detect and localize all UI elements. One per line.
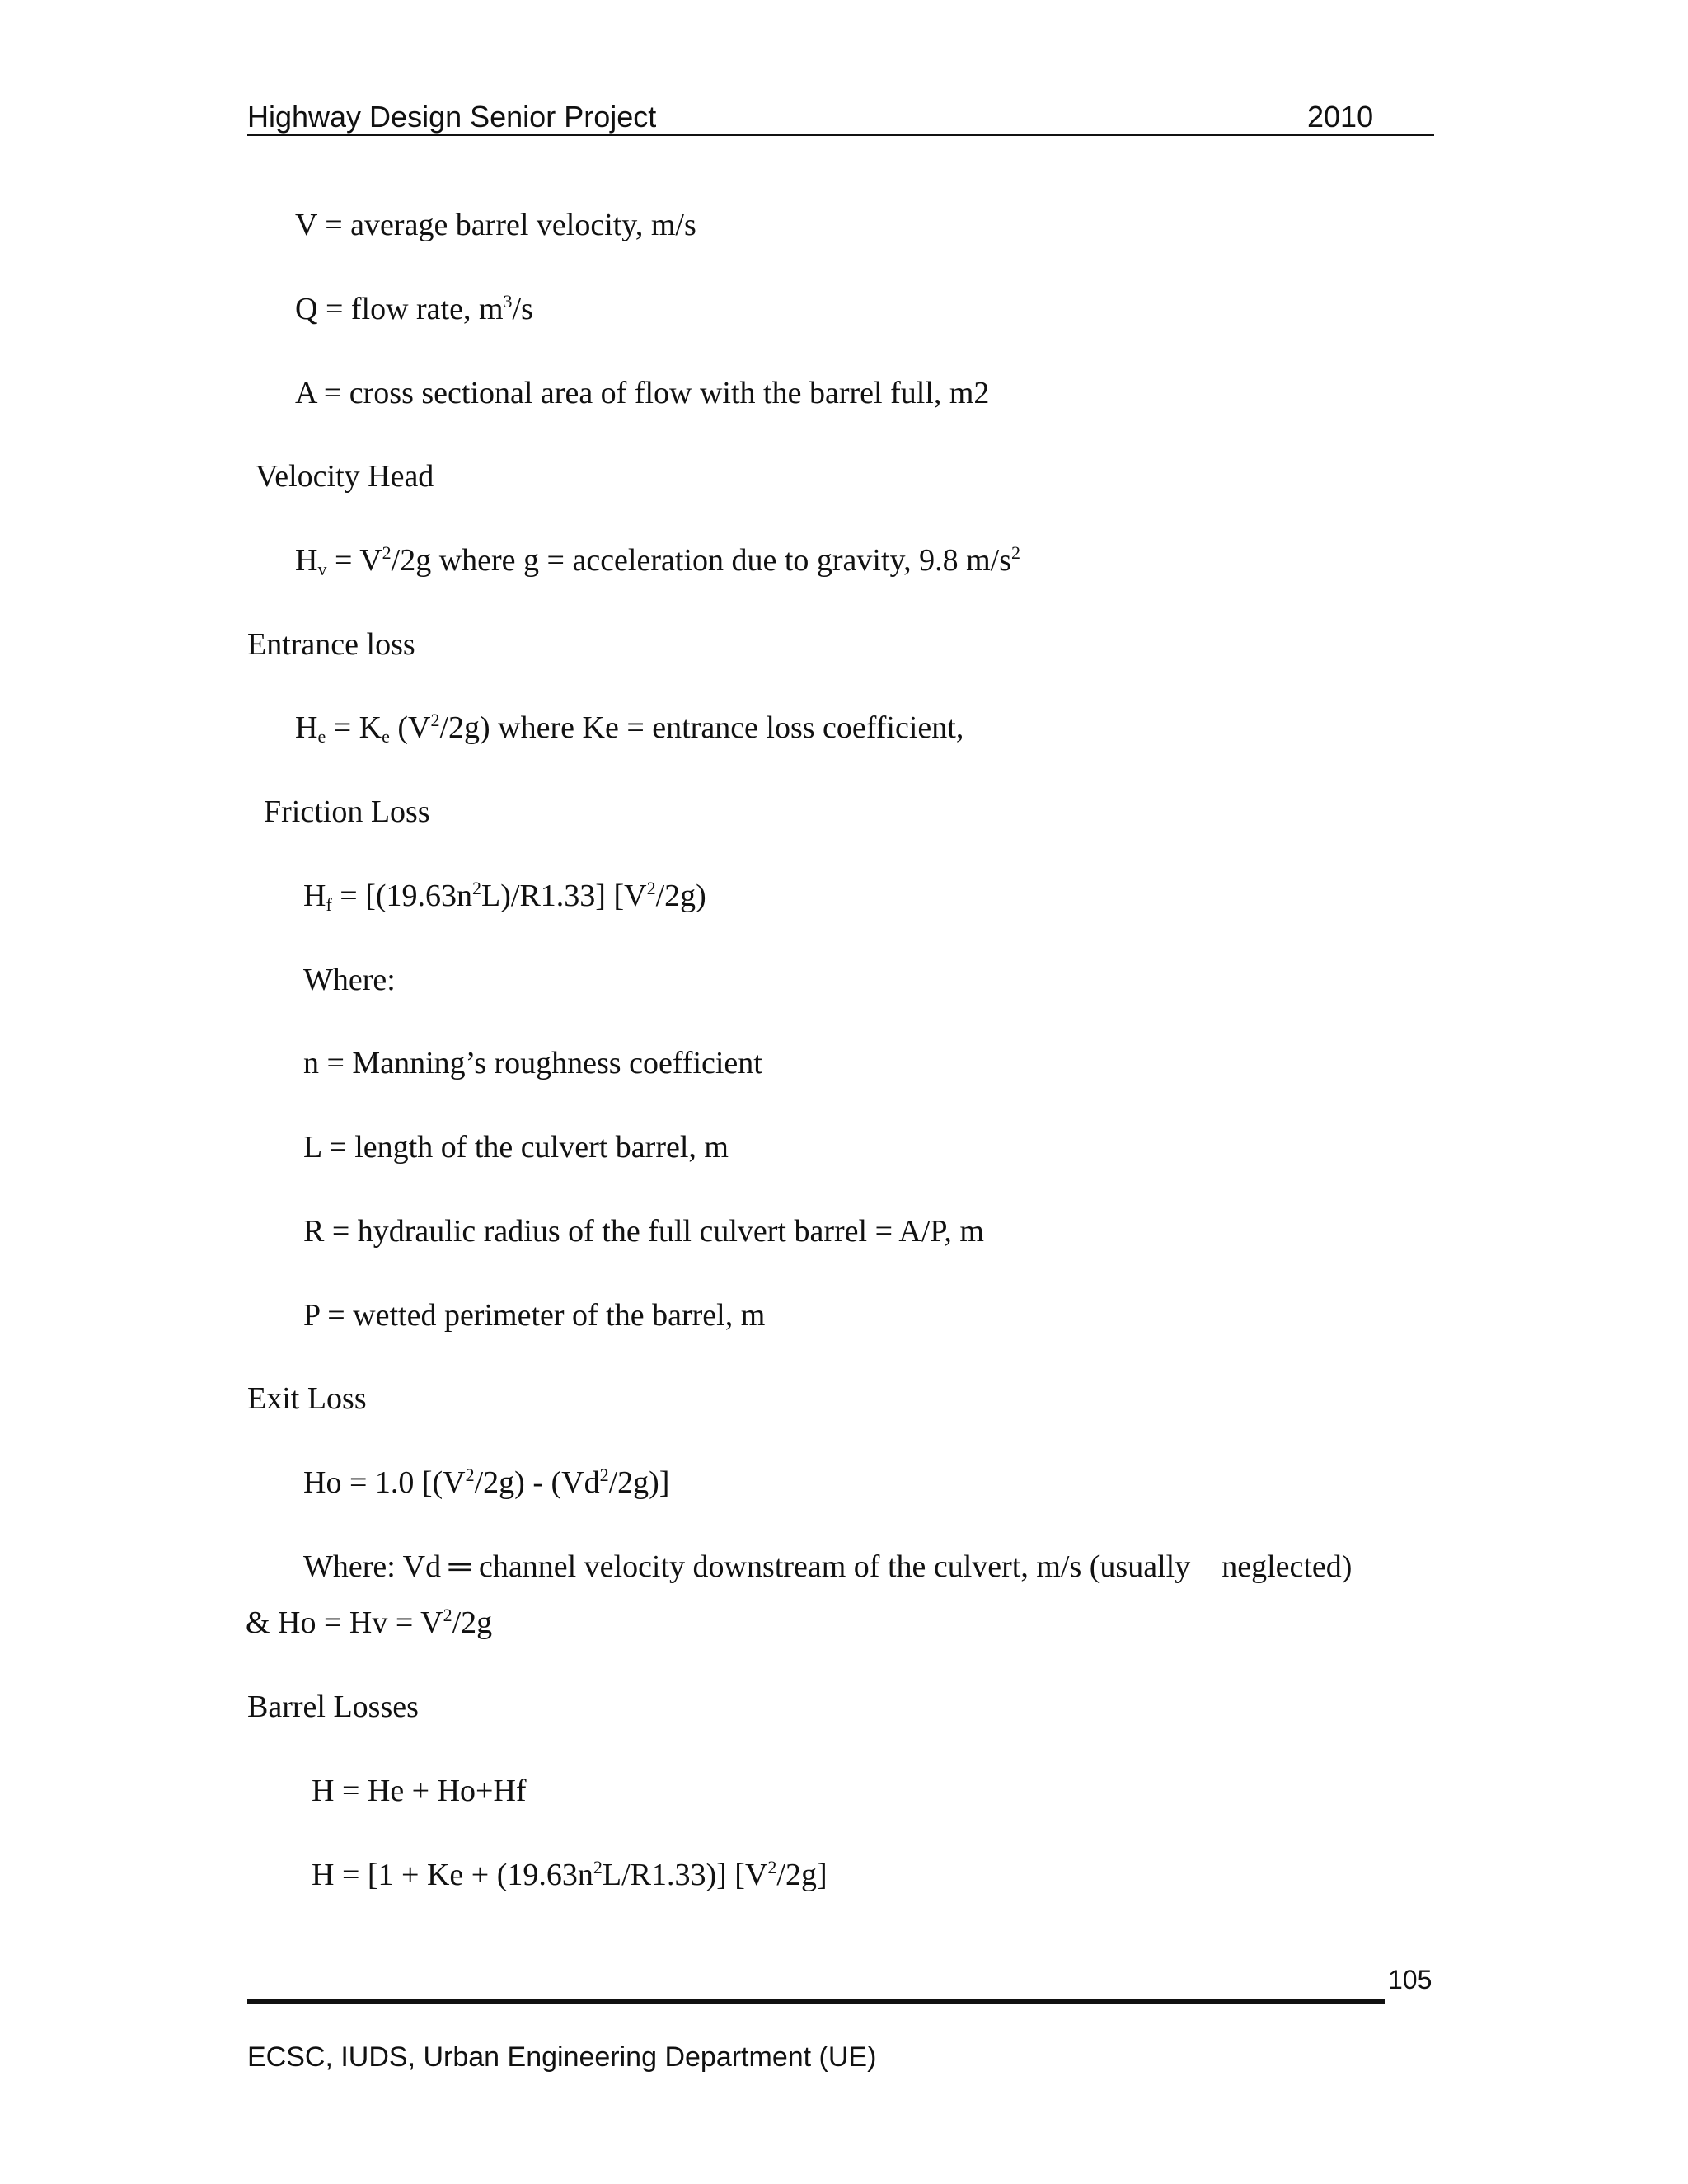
velocity-head-heading: Velocity Head	[256, 459, 434, 494]
footer-rule	[247, 1999, 1385, 2004]
v-definition: V = average barrel velocity, m/s	[295, 208, 696, 242]
p-definition: P = wetted perimeter of the barrel, m	[303, 1298, 766, 1333]
vd-definition: Where: Vd ═ channel velocity downstream of the culvert, m/s (usually neglected)	[303, 1549, 1353, 1584]
a-definition: A = cross sectional area of flow with the barrel full, m2	[295, 376, 990, 410]
n-definition: n = Manning’s roughness coefficient	[303, 1046, 762, 1080]
velocity-head-formula: $H_v = V^2/2g$ where g = acceleration due to gravity, 9.8 $m/s^2$	[295, 542, 1020, 579]
page-number: 105	[1388, 1965, 1432, 1994]
exit-loss-formula: Ho = 1.0 $[(V^2/2g) - (Vd^2/2g)]$	[303, 1465, 670, 1500]
friction-loss-formula: $H_f = [(19.63n^2L)/R1.33]$ $[V^2/2g)$	[303, 878, 706, 915]
entrance-loss-heading: Entrance loss	[247, 627, 415, 662]
header-rule	[247, 134, 1434, 136]
q-definition: Q = flow rate, $m^3/s$	[295, 291, 533, 326]
l-definition: L = length of the culvert barrel, m	[303, 1130, 729, 1165]
r-definition: R = hydraulic radius of the full culvert barrel = A/P, m	[303, 1214, 984, 1249]
running-header-title: Highway Design Senior Project	[247, 100, 657, 134]
entrance-loss-formula: $H_e = K_e$ $(V^2/2g)$ where Ke = entrance loss coefficient,	[295, 710, 964, 747]
ho-equals-hv: & $Ho = Hv = V^2/2g$	[246, 1605, 493, 1640]
barrel-losses-sum: H = He + Ho+Hf	[312, 1774, 527, 1808]
barrel-losses-heading: Barrel Losses	[247, 1690, 419, 1724]
exit-loss-heading: Exit Loss	[247, 1381, 367, 1416]
where-label: Where:	[303, 963, 396, 997]
footer-text: ECSC, IUDS, Urban Engineering Department (UE)	[247, 2041, 877, 2073]
barrel-losses-formula: $H = [1 + Ke + (19.63n^2L/R1.33)]$ $[V^2/2g]$	[312, 1857, 828, 1892]
running-header-year: 2010	[1307, 100, 1374, 134]
friction-loss-heading: Friction Loss	[264, 794, 430, 829]
